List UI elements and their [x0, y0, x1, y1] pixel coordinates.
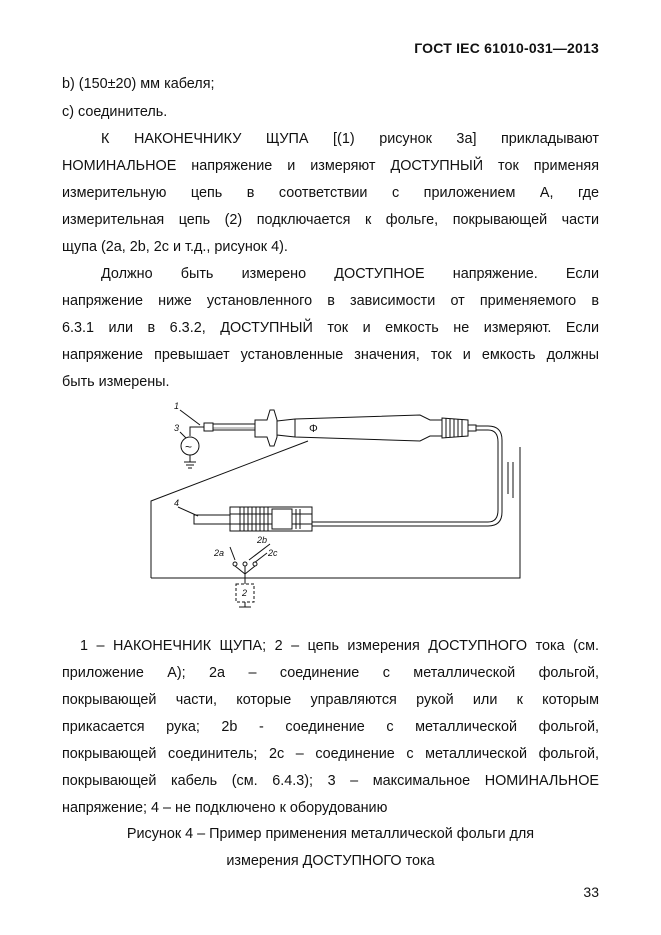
legend-line: приложение А); 2a – соединение с металлической фольгой, — [62, 665, 599, 681]
paragraph-line: К НАКОНЕЧНИКУ ЩУПА [(1) рисунок 3a] прикладывают — [101, 131, 599, 147]
label-1: 1 — [174, 401, 180, 411]
paragraph-line: щупа (2a, 2b, 2c и т.д., рисунок 4). — [62, 239, 288, 255]
paragraph-line: быть измерены. — [62, 374, 170, 390]
figure-caption: Рисунок 4 – Пример применения металлической фольги для — [126, 826, 535, 842]
figure-caption-line-2: измерения ДОСТУПНОГО тока — [226, 853, 435, 869]
paragraph-line: напряжение превышает установленные значения, ток и емкость должны — [62, 347, 599, 363]
list-item-b: b) (150±20) мм кабеля; — [62, 76, 215, 92]
legend-line: 1 – НАКОНЕЧНИК ЩУПА; 2 – цепь измерения ДОСТУПНОГО тока (см. — [80, 638, 599, 654]
label-4: 4 — [174, 498, 180, 508]
paragraph-line: 6.3.1 или в 6.3.2, ДОСТУПНЫЙ ток и емкость не измеряют. Если — [62, 320, 599, 336]
probe-connector-lower — [230, 507, 312, 531]
legend-line: прикасается рука; 2b - соединение с металлической фольгой, — [62, 719, 599, 735]
paragraph-line: измерительную цепь в соответствии с приложением А, где — [62, 185, 599, 201]
page-number: 33 — [583, 884, 599, 900]
probe-diagram — [140, 398, 530, 610]
list-item-c: c) соединитель. — [62, 104, 168, 120]
document-header: ГОСТ IEC 61010-031—2013 — [414, 40, 599, 56]
paragraph-line: измерительная цепь (2) подключается к фольге, покрывающей части — [62, 212, 599, 228]
label-2: 2 — [242, 588, 248, 598]
paragraph-line: напряжение ниже установленного в зависимости от применяемого в — [62, 293, 599, 309]
label-3: 3 — [174, 423, 180, 433]
legend-line: покрывающей части, которые управляются рукой или к которым — [62, 692, 599, 708]
probe-tip-upper — [196, 423, 255, 431]
connection-points — [230, 544, 270, 574]
probe-body-upper — [255, 410, 442, 446]
probe-strain-relief-upper — [442, 418, 476, 438]
legend-line: покрывающей соединитель; 2c – соединение с металлической фольгой, — [62, 746, 599, 762]
label-2b: 2b — [257, 535, 268, 545]
legend-line: напряжение; 4 – не подключено к оборудованию — [62, 800, 388, 816]
paragraph-line: НОМИНАЛЬНОЕ напряжение и измеряют ДОСТУПНЫЙ ток применяя — [62, 158, 599, 174]
legend-line: покрывающей кабель (см. 6.4.3); 3 – максимальное НОМИНАЛЬНОЕ — [62, 773, 599, 789]
label-2c: 2c — [268, 548, 278, 558]
phi-symbol: Φ — [309, 423, 318, 435]
label-2a: 2a — [214, 548, 225, 558]
ac-symbol: ~ — [185, 440, 193, 454]
paragraph-line: Должно быть измерено ДОСТУПНОЕ напряжение. Если — [101, 266, 599, 282]
